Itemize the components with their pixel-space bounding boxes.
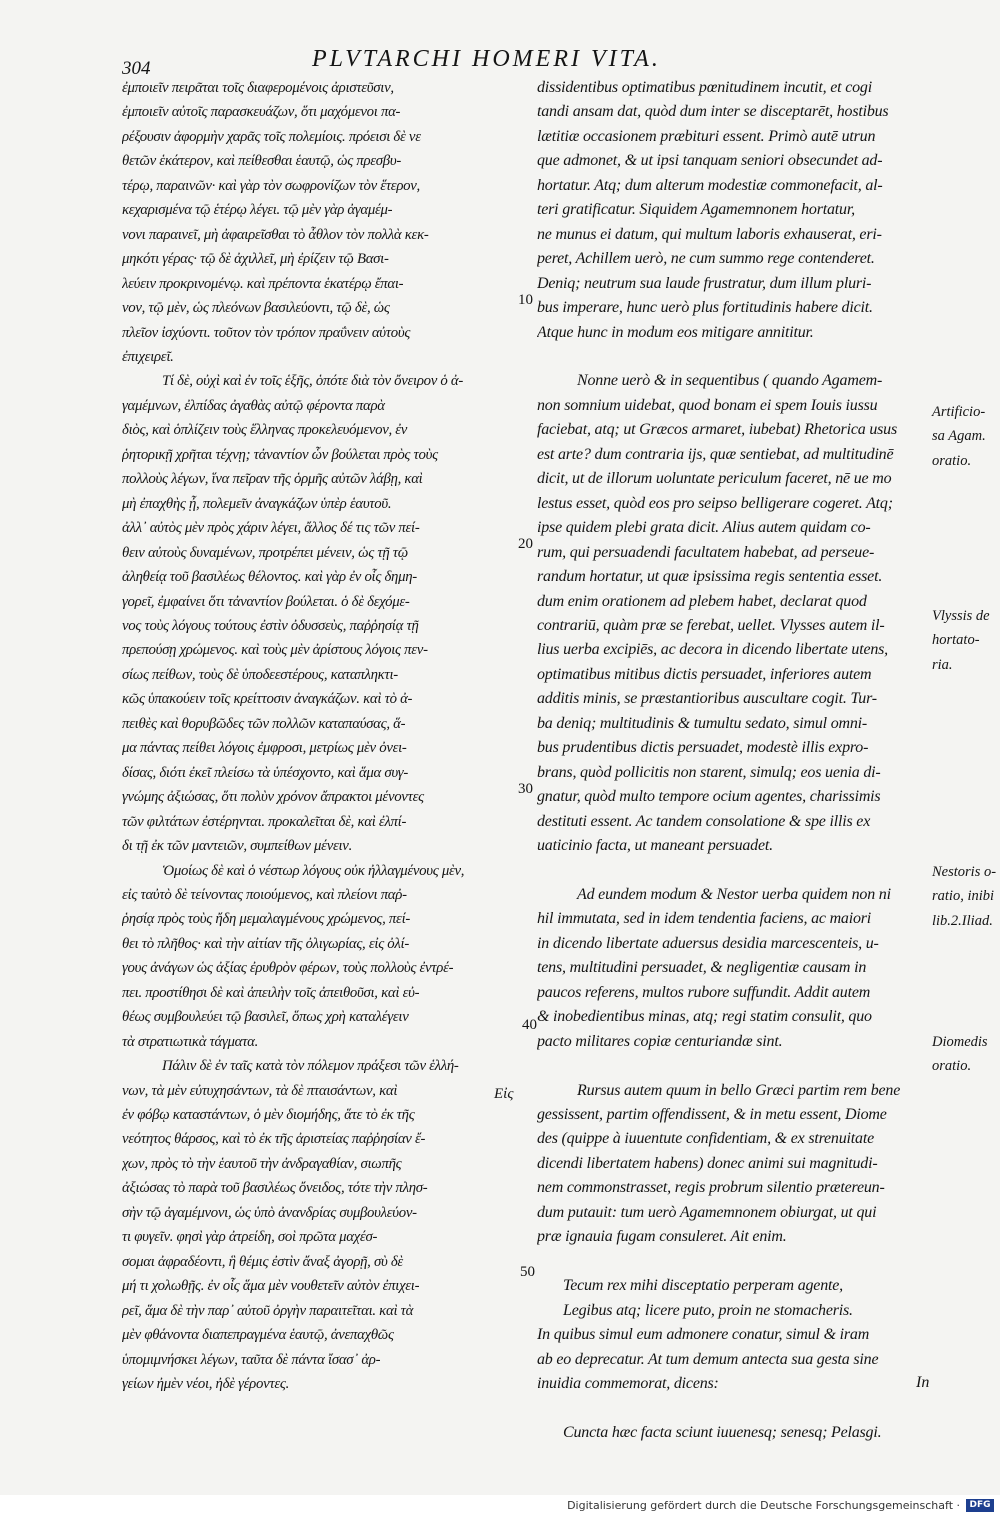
latin-line: rum, qui persuadendi facultatem habebat, ad perseue- bbox=[537, 543, 875, 561]
latin-line: bus prudentibus dictis persuadet, modestè illis expro- bbox=[537, 739, 869, 757]
latin-line: optimatibus mitibus dictis persuadet, inferiores autem bbox=[537, 665, 872, 683]
greek-line: θει τὸ πλῆθος· καὶ τὴν αἰτίαν τῆς ὀλιγωρίας, εἰς ὀλί- bbox=[122, 935, 409, 952]
latin-line: pacto militares copiæ centuriandæ sint. bbox=[537, 1032, 783, 1050]
greek-line: κῶς ὑπακούειν τοῖς κρείττοσιν ἀναγκάζων. καὶ τὸ ἀ- bbox=[122, 691, 413, 708]
greek-line: θειν αὐτοὺς δυναμένων, προτρέπει μένειν, ὡς τῇ τῷ bbox=[122, 544, 408, 561]
latin-line: tandi ansam dat, quòd dum inter se disceptarēt, hostibus bbox=[537, 103, 889, 121]
latin-line: Cuncta hæc facta sciunt iuuenesq; senesq; Pelasgi. bbox=[563, 1423, 882, 1441]
greek-line: ῥητορικῇ χρῆται τέχνῃ; τἀναντίον ὧν βούλεται πρὸς τοὺς bbox=[122, 446, 438, 463]
greek-line: δίσας, διότι ἐκεῖ πλείσω τὰ ὑπέσχοντο, καὶ ἅμα συγ- bbox=[122, 764, 408, 781]
margin-note-agamemnon bbox=[932, 400, 998, 473]
digitization-footer bbox=[0, 1495, 1000, 1517]
greek-line: χων, πρὸς τὸ τὴν ἑαυτοῦ τὴν ἀνδραγαθίαν, σιωπῆς bbox=[122, 1155, 402, 1172]
latin-line: destituti essent. Ac tandem consolatione & spe illis ex bbox=[537, 812, 871, 830]
greek-line: σομαι ἀφραδέοντι, ἣ θέμις ἐστὶν ἄναξ ἀγορῇ, σὺ δὲ bbox=[122, 1253, 403, 1270]
greek-line: νεότητος θάρσος, καὶ τὸ ἐκ τῆς ἀριστείας παῤῥησίαν ἔ- bbox=[122, 1131, 426, 1148]
greek-line: γείων ἠμὲν νέοι, ἠδὲ γέροντες. bbox=[122, 1376, 289, 1393]
latin-line: ne munus ei datum, qui multum laboris exhauserat, eri- bbox=[537, 225, 882, 243]
dfg-logo-icon: DFG bbox=[966, 1499, 994, 1512]
greek-line: γους ἀνάγων ὡς ἀξίας ἐρυθρὸν φέρων, τοὺς πολλοὺς ἐντρέ- bbox=[122, 960, 454, 977]
latin-line: Nonne uerò & in sequentibus ( quando Agamem- bbox=[577, 372, 883, 390]
margin-note-line: oratio. bbox=[932, 452, 972, 469]
margin-note-nestor bbox=[932, 860, 998, 933]
greek-line: μὲν φθάνοντα διαπεπραγμένα ἑαυτῷ, ἀνεπαχθῶς bbox=[122, 1327, 394, 1344]
greek-line: μα πάντας πείθει λόγοις ἐμφροσι, μετρίως μὲν ὀνει- bbox=[122, 740, 407, 757]
margin-note-line: ratio, inibi bbox=[932, 888, 995, 905]
greek-line: ἐπιχειρεῖ. bbox=[122, 348, 174, 365]
latin-line: dum putauit: tum uerò Agamemnonem obiurgat, ut qui bbox=[537, 1203, 877, 1221]
greek-catchword: Εἰς bbox=[494, 1086, 514, 1102]
line-marker-40: 40 bbox=[522, 1017, 537, 1033]
greek-line: τι φυγεῖν. φησὶ γὰρ ἀτρείδη, σοὶ πρῶτα μαχέσ- bbox=[122, 1229, 378, 1246]
latin-line: lætitiæ occasionem præbituri essent. Primò autē utrun bbox=[537, 127, 876, 145]
greek-line: μὴ ἐπαχθὴς ᾖ, πολεμεῖν ἀναγκάζων ὑπὲρ ἑαυτοῦ. bbox=[122, 495, 392, 512]
latin-line: tens, multitudini persuadet, & negligentiæ causam in bbox=[537, 959, 867, 977]
greek-line: ρεῖ, ἅμα δὲ τὴν παρ᾽ αὐτοῦ ὀργὴν παραιτεῖται. καὶ τὰ bbox=[122, 1302, 414, 1319]
latin-catchword: In bbox=[916, 1374, 930, 1391]
greek-line: θέως συμβουλεύει τῷ βασιλεῖ, ὅπως χρὴ καταλέγειν bbox=[122, 1009, 409, 1026]
greek-line: ἐν φόβῳ καταστάντων, ὁ μὲν διομήδης, ἅτε τὸ ἐκ τῆς bbox=[122, 1107, 415, 1124]
greek-line: ἀληθείᾳ τοῦ βασιλέως θέλοντος. καὶ γὰρ ἐν οἷς δημη- bbox=[122, 569, 417, 586]
greek-line: νων, τὰ μὲν εὐτυχησάντων, τὰ δὲ πταισάντων, καὶ bbox=[122, 1082, 398, 1099]
greek-line: πρεπούσῃ χρώμενος. καὶ τοὺς μὲν ἀρίστους λόγοις πεν- bbox=[122, 642, 428, 659]
greek-line: ἐμποιεῖν αὐτοῖς παρασκευάζων, ὅτι μαχόμενοι πα- bbox=[122, 104, 401, 121]
latin-line: ipse quidem plebi grata dicit. Alius autem quidam co- bbox=[537, 519, 871, 537]
greek-line: τέρῳ, παραινῶν· καὶ γὰρ τὸν σωφρονίζων τὸν ἕτερον, bbox=[122, 177, 420, 194]
greek-line: Ὁμοίως δὲ καὶ ὁ νέστωρ λόγους οὐκ ἠλλαγμένους μὲν, bbox=[162, 862, 465, 879]
greek-line: λεύειν προκρινομένῳ. καὶ πρέποντα ἑκατέρῳ ἔπαι- bbox=[122, 275, 404, 292]
latin-line: teri gratificatur. Siquidem Agamemnonem hortatur, bbox=[537, 201, 855, 219]
greek-line: Τί δὲ, οὐχὶ καὶ ἐν τοῖς ἑξῆς, ὁπότε διὰ τὸν ὄνειρον ὁ ἀ- bbox=[162, 373, 463, 390]
page-number: 304 bbox=[122, 58, 151, 79]
latin-line: Tecum rex mihi disceptatio perperam agente, bbox=[563, 1277, 843, 1295]
latin-line: paucos referens, multos rubore suffundit. Addit autem bbox=[537, 983, 871, 1001]
greek-line: δι τῇ ἐκ τῶν μαντειῶν, συμπείθων μένειν. bbox=[122, 838, 352, 855]
greek-line: Πάλιν δὲ ἐν ταῖς κατὰ τὸν πόλεμον πράξεσι τῶν ἑλλή- bbox=[162, 1058, 459, 1075]
latin-line bbox=[537, 1250, 932, 1274]
greek-line: νον, τῷ μὲν, ὡς πλεόνων βασιλεύοντι, τῷ δὲ, ὡς bbox=[122, 300, 390, 317]
margin-note-line: lib.2.Iliad. bbox=[932, 912, 993, 929]
latin-line: dicit, ut de illorum uoluntate periculum faceret, nē ue mo bbox=[537, 470, 892, 488]
margin-note-line: Vlyssis de bbox=[932, 608, 990, 624]
margin-note-ulysses bbox=[932, 604, 998, 677]
latin-line: bus imperare, hunc uerò plus fortitudinis habere dicit. bbox=[537, 299, 873, 317]
latin-line: lestus esset, quòd eos pro seipso belligerare cogeret. Atq; bbox=[537, 494, 893, 512]
margin-note-line: hortato- bbox=[932, 632, 980, 649]
greek-line: νος τοὺς λόγους τούτους ἐστὶν ὀδυσσεὺς, παῤῥησίᾳ τῇ bbox=[122, 617, 419, 634]
latin-line: nem commonstrasset, regis probrum silentio prætereun- bbox=[537, 1179, 885, 1197]
latin-line: Atque hunc in modum eos mitigare annititur. bbox=[537, 323, 814, 341]
latin-line: est arte? dum contraria ijs, quæ sentiebat, ad multitudinē bbox=[537, 445, 894, 463]
latin-line bbox=[537, 1396, 932, 1420]
greek-line: γαμέμνων, ἐλπίδας ἀγαθὰς αὐτῷ φέροντα παρὰ bbox=[122, 397, 385, 414]
latin-line: Rursus autem quum in bello Græci partim rem bene bbox=[577, 1081, 901, 1099]
latin-line: gnatur, quòd multo tempore ocium agentes, charissimis bbox=[537, 788, 881, 806]
latin-line: que admonet, & ut ipsi tanquam seniori obsecundet ad- bbox=[537, 152, 883, 170]
margin-note-line: oratio. bbox=[932, 1058, 972, 1075]
latin-line bbox=[537, 859, 932, 883]
greek-line: τῶν φιλτάτων ἐστέρηνται. προκαλεῖται δὲ, καὶ ἐλπί- bbox=[122, 813, 407, 830]
greek-line: θετῶν ἑκάτερον, καὶ πείθεσθαι ἑαυτῷ, ὡς πρεσβυ- bbox=[122, 153, 401, 170]
latin-line: contrariū, quàm præ se ferebat, uellet. Vlysses autem il- bbox=[537, 616, 885, 634]
margin-note-line: sa Agam. bbox=[932, 428, 986, 445]
latin-line: præ ignauia fugam consuleret. Ait enim. bbox=[537, 1228, 787, 1246]
greek-line: ἀλλ᾽ αὐτὸς μὲν πρὸς χάριν λέγει, ἄλλος δέ τις τῶν πεί- bbox=[122, 520, 420, 537]
greek-line: σίως πείθων, τοὺς δὲ ὑποδεεστέρους, καταπληκτι- bbox=[122, 666, 398, 683]
latin-text-column bbox=[537, 76, 932, 1445]
latin-line: peret, Achillem uerò, ne cum summo rege contenderet. bbox=[537, 250, 875, 268]
latin-line: randum hortatur, ut quæ ipsissima regis sententia esset. bbox=[537, 568, 883, 586]
greek-line: σὴν τῷ ἀγαμέμνονι, ὡς ὑπὸ ἀνανδρίας συμβουλεύον- bbox=[122, 1204, 417, 1221]
latin-line: Legibus atq; licere puto, proin ne stomacheris. bbox=[563, 1301, 853, 1319]
greek-line: πει. προστίθησι δὲ καὶ ἀπειλὴν τοῖς ἀπειθοῦσι, καὶ εὐ- bbox=[122, 984, 420, 1001]
greek-line: μή τι χολωθῇς. ἐν οἷς ἅμα μὲν νουθετεῖν αὐτὸν ἐπιχει- bbox=[122, 1278, 420, 1295]
greek-line: γορεῖ, ἐμφαίνει ὅτι τἀναντίον βούλεται. ὁ δὲ δεχόμε- bbox=[122, 593, 410, 610]
line-marker-50: 50 bbox=[520, 1264, 535, 1280]
margin-note-line: Nestoris o- bbox=[932, 864, 997, 880]
latin-line: & inobedientibus minas, atq; regi statim consulit, quo bbox=[537, 1008, 872, 1026]
latin-line: des (quippe à iuuentute confidentiam, & ex strenuitate bbox=[537, 1130, 874, 1148]
latin-line: uaticinio facta, ut maneant persuadet. bbox=[537, 837, 773, 855]
line-marker-30: 30 bbox=[518, 781, 533, 797]
latin-line bbox=[537, 1054, 932, 1078]
greek-line: γνώμης ἀξιώσας, ὅτι πολὺν χρόνον ἄπρακτοι μένοντες bbox=[122, 789, 424, 806]
greek-line: ῥησίᾳ πρὸς τοὺς ἤδη μεμαλαγμένους χρώμενος, πεί- bbox=[122, 911, 411, 928]
latin-line: non somnium uidebat, quod bonam ei spem Iouis iussu bbox=[537, 396, 878, 414]
latin-line: dicendi libertatem habens) donec animi sui magnitudi- bbox=[537, 1154, 878, 1172]
latin-line: inuidia commemorat, dicens: bbox=[537, 1375, 719, 1393]
margin-note-line: ria. bbox=[932, 656, 953, 673]
line-marker-10: 10 bbox=[518, 292, 533, 308]
latin-line: Deniq; neutrum sua laude frustratur, dum illum pluri- bbox=[537, 274, 872, 292]
latin-line: ba deniq; multitudinis & tumultu sedato, simul omni- bbox=[537, 714, 868, 732]
latin-line: hortatur. Atq; dum alterum modestiæ commonefacit, al- bbox=[537, 176, 883, 194]
latin-line: dissidentibus optimatibus pœnitudinem incutit, et cogi bbox=[537, 79, 872, 96]
margin-note-line: Diomedis bbox=[932, 1034, 988, 1050]
latin-line: gessissent, partim offendissent, & in metu essent, Diome bbox=[537, 1106, 887, 1124]
greek-line: μηκότι γέρας· τῷ δὲ ἀχιλλεῖ, μὴ ἐρίζειν τῷ Βασι- bbox=[122, 251, 389, 268]
latin-line: additis minis, se præstantioribus auscultare cogit. Tur- bbox=[537, 690, 877, 708]
latin-line: faciebat, atq; ut Græcos armaret, iubebat) Rhetorica usus bbox=[537, 421, 897, 439]
greek-line: τὰ στρατιωτικὰ τάγματα. bbox=[122, 1033, 259, 1050]
funding-credit: Digitalisierung gefördert durch die Deutsche Forschungsgemeinschaft · bbox=[567, 1499, 960, 1512]
latin-line: Ad eundem modum & Nestor uerba quidem non ni bbox=[577, 885, 891, 903]
greek-line: πλεῖον ἰσχύοντι. τοῦτον τὸν τρόπον πραΰνειν αὐτοὺς bbox=[122, 324, 411, 341]
greek-text-column bbox=[122, 76, 527, 1396]
greek-line: πολλοὺς λέγων, ἵνα πεῖραν τῆς ὁρμῆς αὐτῶν λάβῃ, καὶ bbox=[122, 471, 423, 488]
greek-line: ρέξουσιν ἀφορμὴν χαρᾶς τοῖς πολεμίοις. πρόεισι δὲ νε bbox=[122, 128, 421, 145]
greek-line: πειθὲς καὶ θορυβῶδες τῶν πολλῶν καταπαύσας, ἅ- bbox=[122, 715, 406, 732]
greek-line: ἀξιώσας τὸ παρὰ τοῦ βασιλέως ὄνειδος, τότε τὴν πλησ- bbox=[122, 1180, 428, 1197]
latin-line: In quibus simul eum admonere conatur, simul & iram bbox=[537, 1326, 870, 1344]
latin-line: ab eo deprecatur. At tum demum antecta sua gesta sine bbox=[537, 1350, 879, 1368]
greek-line: ἐμποιεῖν πειρᾶται τοῖς διαφερομένοις ἀριστεῦσιν, bbox=[122, 80, 394, 96]
greek-line: κεχαρισμένα τῷ ἑτέρῳ λέγει. τῷ μὲν γὰρ ἀγαμέμ- bbox=[122, 202, 393, 219]
greek-line: εἰς ταὐτὸ δὲ τείνοντας ποιούμενος, καὶ πλείονι παῤ- bbox=[122, 886, 407, 903]
latin-line: dum enim orationem ad plebem habet, declarat quod bbox=[537, 592, 867, 610]
margin-note-line: Artificio- bbox=[932, 404, 986, 420]
latin-line bbox=[537, 345, 932, 369]
latin-line: hil immutata, sed in idem tendentia faciens, ac maiori bbox=[537, 910, 872, 928]
line-marker-20: 20 bbox=[518, 536, 533, 552]
greek-line: νονι παραινεῖ, μὴ ἀφαιρεῖσθαι τὸ ἆθλον τὸν πολλὰ κεκ- bbox=[122, 226, 429, 243]
margin-note-diomedes bbox=[932, 1030, 998, 1079]
latin-line: in dicendo libertate aduersus desidia marcescenteis, u- bbox=[537, 934, 879, 952]
latin-line: brans, quòd pollicitis non starent, simulq; eos uenia di- bbox=[537, 763, 881, 781]
latin-line: lius uerba excipiēs, ac decora in dicendo libertate utens, bbox=[537, 641, 888, 659]
running-head: PLVTARCHI HOMERI VITA. bbox=[312, 46, 661, 72]
greek-line: ὑπομιμνήσκει λέγων, ταῦτα δὲ πάντα ἴσασ᾽ ἀρ- bbox=[122, 1351, 381, 1368]
greek-line: διὸς, καὶ ὁπλίζειν τοὺς ἕλληνας προκελευόμενον, ἐν bbox=[122, 422, 408, 439]
